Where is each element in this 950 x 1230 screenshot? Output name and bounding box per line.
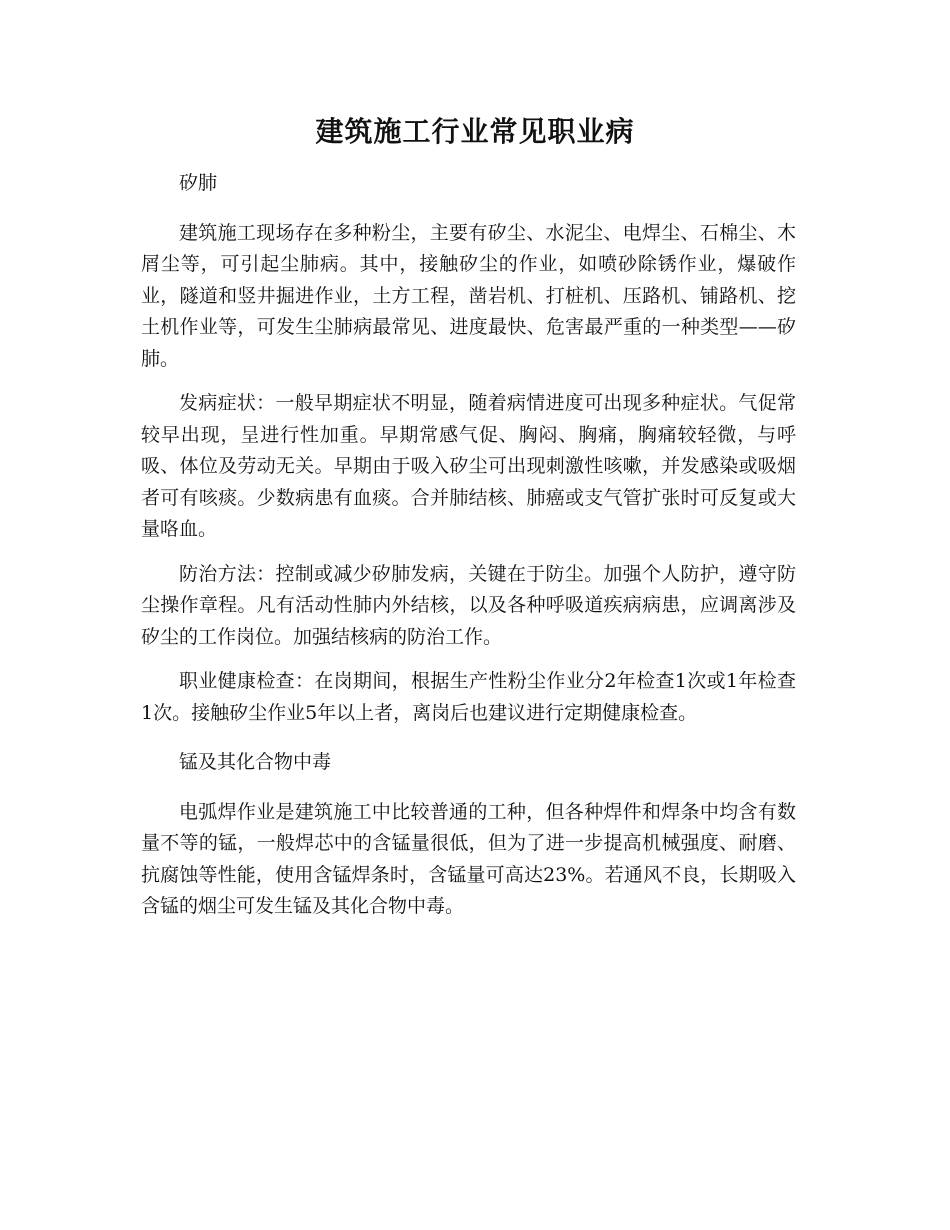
- section-heading-silicosis: 矽肺: [179, 172, 218, 194]
- section-heading-manganese: 锰及其化合物中毒: [179, 751, 332, 773]
- paragraph-arc-welding: 电弧焊作业是建筑施工中比较普通的工种，但各种焊件和焊条中均含有数量不等的锰，一般焊芯中的含锰量很低，但为了进一步提高机械强度、耐磨、抗腐蚀等性能，使用含锰焊条时，含锰量可高达23%。若通风不良，长期吸入含锰的烟尘可发生锰及其化合物中毒。: [141, 800, 796, 917]
- paragraph-symptoms: 发病症状：一般早期症状不明显，随着病情进度可出现多种症状。气促常较早出现，呈进行性加重。早期常感气促、胸闷、胸痛，胸痛较轻微，与呼吸、体位及劳动无关。早期由于吸入矽尘可出现刺激性咳嗽，并发感染或吸烟者可有咳痰。少数病患有血痰。合并肺结核、肺癌或支气管扩张时可反复或大量咯血。: [141, 392, 796, 540]
- document-body: [141, 168, 796, 936]
- paragraph-health-check: 职业健康检查：在岗期间，根据生产性粉尘作业分2年检查1次或1年检查1次。接触矽尘作业5年以上者，离岗后也建议进行定期健康检查。: [141, 670, 796, 724]
- paragraph-prevention: 防治方法：控制或减少矽肺发病，关键在于防尘。加强个人防护，遵守防尘操作章程。凡有活动性肺内外结核，以及各种呼吸道疾病病患，应调离涉及矽尘的工作岗位。加强结核病的防治工作。: [141, 562, 796, 648]
- paragraph-dust-sources: 建筑施工现场存在多种粉尘，主要有矽尘、水泥尘、电焊尘、石棉尘、木屑尘等，可引起尘肺病。其中，接触矽尘的作业，如喷砂除锈作业，爆破作业，隧道和竖井掘进作业，土方工程，凿岩机、打桩机、压路机、铺路机、挖土机作业等，可发生尘肺病最常见、进度最快、危害最严重的一种类型——矽肺。: [141, 221, 796, 370]
- document-title: 建筑施工行业常见职业病: [315, 115, 635, 148]
